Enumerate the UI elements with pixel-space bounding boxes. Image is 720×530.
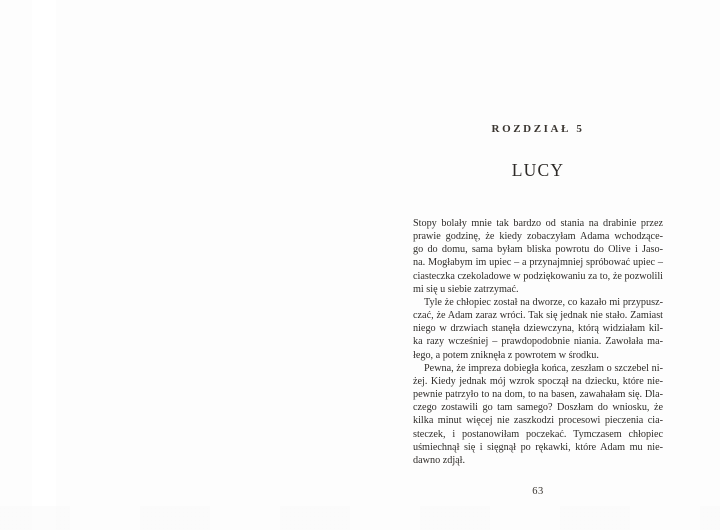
text-line: Tyle że chłopiec został na dworze, co kazało mi przypusz- — [424, 296, 663, 308]
text-line: uśmiechnął się i sięgnął po rękawki, które Adam mu nie- — [413, 441, 663, 453]
chapter-label: ROZDZIAŁ 5 — [491, 123, 585, 135]
scan-edge-artifact — [32, 0, 56, 530]
text-line: mi się u siebie zatrzymać. — [413, 283, 519, 295]
text-line: czać, że Adam zaraz wróci. Tak się jednak nie stało. Zamiast — [413, 310, 663, 322]
paragraph — [413, 362, 663, 467]
text-line: na. Mogłabym im upiec – a przynajmniej spróbować upiec – — [413, 257, 663, 269]
text-line: Stopy bolały mnie tak bardzo od stania na drabinie przez — [413, 218, 663, 229]
paragraph — [413, 217, 663, 296]
text-line: żej. Kiedy jednak mój wzrok spoczął na dziecku, które nie- — [413, 375, 663, 387]
text-line: prawie godzinę, że kiedy zobaczyłam Adama wchodzące- — [413, 231, 663, 243]
text-line: czego zostawili go tam samego? Doszłam do wniosku, że — [413, 402, 663, 414]
text-line: Pewna, że impreza dobiegła końca, zeszłam o szczebel ni- — [424, 362, 663, 374]
text-line: dawno zdjął. — [413, 454, 466, 466]
text-line: łego, a potem zniknęła z powrotem w środku. — [413, 349, 599, 361]
body-text — [413, 217, 663, 467]
text-line: ciasteczka czekoladowe w podziękowaniu za to, że pozwolili — [413, 270, 663, 282]
text-line: niego w drzwiach stanęła dziewczyna, którą widziałam kil- — [413, 323, 663, 335]
text-line: go do domu, sama byłam bliska powrotu do Olive i Jaso- — [413, 244, 663, 256]
text-line: kilka minut więcej nie zaszkodzi procesowi pieczenia cia- — [413, 415, 663, 427]
text-line: pewnie patrzyło to na dom, to na basen, zawahałam się. Dla- — [413, 389, 663, 401]
text-line: ka razy wcześniej – prawdopodobnie niania. Zawołała ma- — [413, 336, 663, 348]
scan-bottom-artifact — [0, 506, 720, 530]
paragraph — [413, 296, 663, 362]
chapter-title: LUCY — [511, 160, 565, 180]
page-number: 63 — [532, 486, 544, 497]
text-line: steczek, i postanowiłam poczekać. Tymczasem chłopiec — [413, 428, 663, 440]
